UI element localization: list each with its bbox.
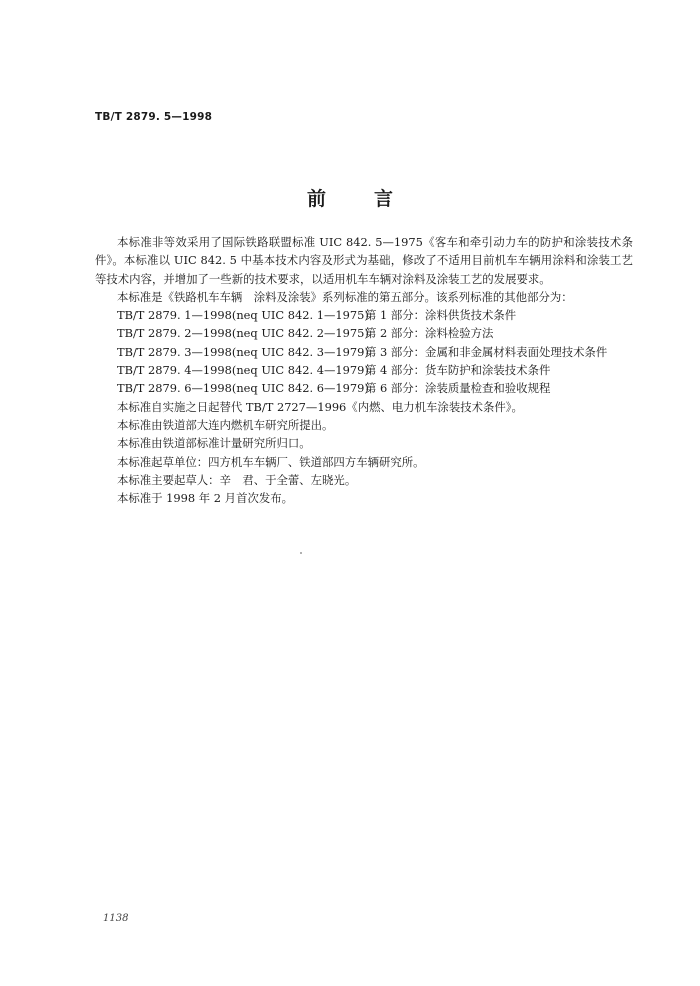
series-list-item bbox=[95, 343, 633, 361]
document-body bbox=[95, 233, 633, 507]
series-standard-list bbox=[95, 306, 633, 397]
release-statement: 本标准于 1998 年 2 月首次发布。 bbox=[117, 491, 294, 506]
standard-code-header: TB/T 2879. 5—1998 bbox=[95, 111, 213, 123]
series-paragraph: 本标准是《铁路机车车辆 涂料及涂装》系列标准的第五部分。该系列标准的其他部分为： bbox=[117, 289, 573, 304]
standard-description: 第 2 部分：涂料检验方法 bbox=[365, 326, 494, 341]
standard-code: TB/T 2879. 1—1998(neq UIC 842. 1—1975) bbox=[117, 308, 369, 323]
scan-speck bbox=[300, 552, 302, 554]
series-list-item bbox=[95, 324, 633, 342]
page-title: 前言 bbox=[306, 188, 441, 210]
series-list-item bbox=[95, 361, 633, 379]
standard-code: TB/T 2879. 4—1998(neq UIC 842. 4—1979) bbox=[117, 363, 369, 378]
series-list-item bbox=[95, 306, 633, 324]
page-number: 1138 bbox=[103, 913, 129, 924]
replacement-statement: 本标准自实施之日起替代 TB/T 2727—1996《内燃、电力机车涂装技术条件》。 bbox=[117, 399, 523, 414]
drafters-statement: 本标准主要起草人：辛 君、于全蕾、左晓光。 bbox=[117, 472, 357, 487]
management-statement: 本标准由铁道部标准计量研究所归口。 bbox=[117, 436, 311, 451]
standard-code: TB/T 2879. 3—1998(neq UIC 842. 3—1979) bbox=[117, 344, 369, 359]
standard-description: 第 1 部分：涂料供货技术条件 bbox=[365, 308, 517, 323]
standard-code: TB/T 2879. 2—1998(neq UIC 842. 2—1975) bbox=[117, 326, 369, 341]
drafting-units-statement: 本标准起草单位：四方机车车辆厂、铁道部四方车辆研究所。 bbox=[117, 454, 425, 469]
standard-code: TB/T 2879. 6—1998(neq UIC 842. 6—1979) bbox=[117, 381, 369, 396]
standard-description: 第 6 部分：涂装质量检查和验收规程 bbox=[365, 381, 551, 396]
standard-description: 第 3 部分：金属和非金属材料表面处理技术条件 bbox=[365, 344, 608, 359]
proposer-statement: 本标准由铁道部大连内燃机车研究所提出。 bbox=[117, 417, 334, 432]
intro-paragraph: 本标准非等效采用了国际铁路联盟标准 UIC 842. 5—1975《客车和牵引动力车的防护和涂装技术条件》。本标准以 UIC 842. 5 中基本技术内容及形式为基础，修改了不适用目前机车车辆用涂料和涂装工艺等技术内容，并增加了一些新的技术要求，以适用机车车辆对涂料及涂装工艺的发展要求。 bbox=[95, 235, 633, 286]
series-list-item bbox=[95, 379, 633, 397]
standard-description: 第 4 部分：货车防护和涂装技术条件 bbox=[365, 363, 551, 378]
